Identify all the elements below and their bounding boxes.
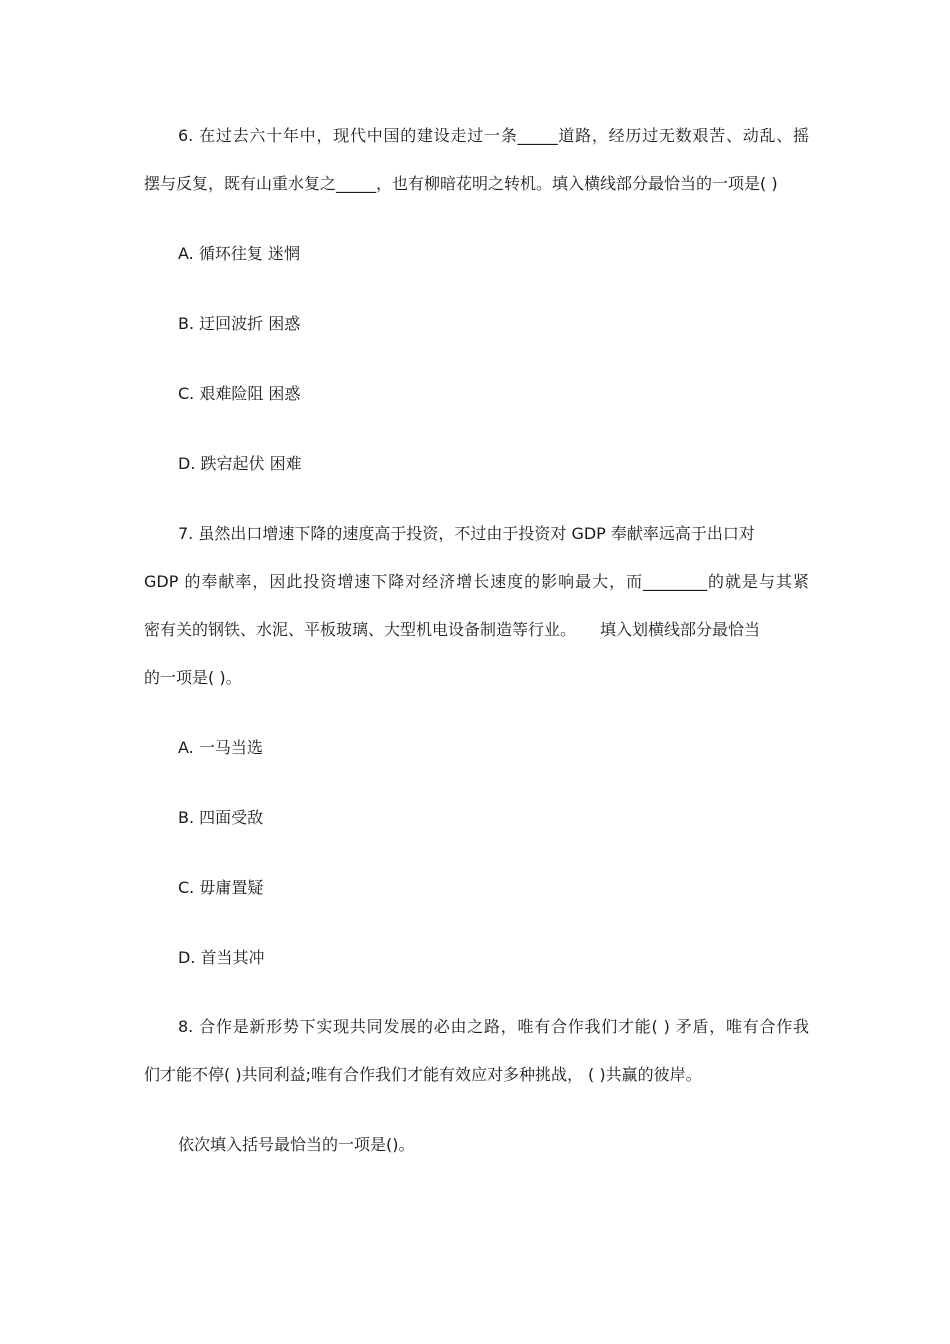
q6-stem-line-2: 摆与反复，既有山重水复之_____，也有柳暗花明之转机。填入横线部分最恰当的一项是( ): [144, 174, 778, 193]
q7-stem-line-4: 的一项是( )。: [144, 668, 242, 687]
q7-stem-line-3: 密有关的钢铁、水泥、平板玻璃、大型机电设备制造等行业。 填入划横线部分最恰当: [144, 620, 761, 639]
q8-stem-line-1: 8. 合作是新形势下实现共同发展的必由之路，唯有合作我们才能( ) 矛盾，唯有合作我: [178, 1017, 809, 1036]
q6-stem-line-1: 6. 在过去六十年中，现代中国的建设走过一条_____道路，经历过无数艰苦、动乱、摇: [178, 126, 809, 145]
q6-option-a: A. 循环往复 迷惘: [178, 244, 300, 263]
q7-option-d: D. 首当其冲: [178, 948, 265, 967]
q7-stem-line-2: GDP 的奉献率，因此投资增速下降对经济增长速度的影响最大，而________的就是与其紧: [144, 572, 809, 591]
q8-stem-line-3: 依次填入括号最恰当的一项是()。: [178, 1135, 415, 1154]
q6-option-c: C. 艰难险阻 困惑: [178, 384, 301, 403]
q7-stem-line-1: 7. 虽然出口增速下降的速度高于投资，不过由于投资对 GDP 奉献率远高于出口对: [178, 524, 755, 543]
q7-option-b: B. 四面受敌: [178, 808, 264, 827]
q8-stem-line-2: 们才能不停( )共同利益;唯有合作我们才能有效应对多种挑战， ( )共赢的彼岸。: [144, 1065, 702, 1084]
q6-option-d: D. 跌宕起伏 困难: [178, 454, 302, 473]
q6-option-b: B. 迂回波折 困惑: [178, 314, 301, 333]
q7-option-c: C. 毋庸置疑: [178, 878, 264, 897]
q7-option-a: A. 一马当选: [178, 738, 263, 757]
